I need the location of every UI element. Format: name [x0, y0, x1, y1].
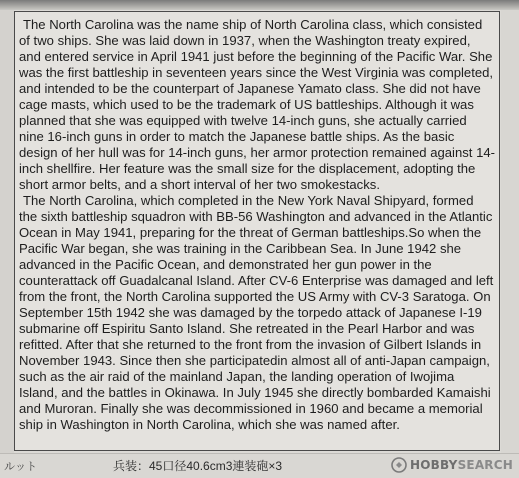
description-box	[14, 11, 500, 451]
watermark-text	[410, 458, 513, 472]
watermark	[391, 457, 513, 473]
armament-spec: 兵装：45口径40.6cm3連装砲×3	[113, 459, 283, 473]
watermark-brand-main: HOBBY	[410, 458, 458, 472]
watermark-brand-accent: SEARCH	[457, 458, 513, 472]
footer-strip	[0, 453, 519, 478]
history-paragraph-1: The North Carolina was the name ship of North Carolina class, which consisted of two ships. She was laid down in 1937, when the Washington treaty expired, and entered service in April 1941 just before the beginning of the Pacific War. She was the first battleship in seventeen years since the West Virginia was completed, and intended to be the counterpart of Japanese Yamato class. She did not have cage masts, which used to be the trademark of US battleships. Although it was planned that she was equipped with twelve 14-inch guns, she actually carried nine 16-inch guns in order to match the Japanese battle ships. As the basic design of her hull was for 14-inch guns, her armor protection remained against 14-inch shellfire. Her feature was the small size for the displacement, adopting the short armor belts, and a short interval of her two smokestacks.	[19, 17, 495, 192]
footer-left-fragment: ルット	[4, 461, 37, 473]
history-paragraph-2: The North Carolina, which completed in the New York Naval Shipyard, formed the sixth battleship squadron with BB-56 Washington and advanced in the Atlantic Ocean in May 1941, preparing for the threat of German battleships.So when the Pacific War began, she was training in the Caribbean Sea. In June 1942 she advanced in the Pacific Ocean, and demonstrated her gun power in the counterattack off Guadalcanal Island. After CV-6 Enterprise was damaged and left from the front, the North Carolina supported the US Army with CV-3 Saratoga. On September 15th 1942 she was damaged by the torpedo attack of Japanese I-19 submarine off Espiritu Santo Island. She retreated in the Pearl Harbor and was refitted. After that she returned to the front from the invasion of Gilbert Islands in November 1943. Since then she participatedin almost all of anti-Japan campaign, such as the air raid of the mainland Japan, the landing operation of Iwojima Island, and the battles in Okinawa. In July 1945 she directly bombarded Kamaishi and Muroran. Finally she was decommissioned in 1960 and became a memorial ship in Washington in North Carolina, which she was named after.	[19, 193, 494, 432]
photo-top-strip	[0, 0, 519, 10]
right-margin-edge	[501, 10, 519, 453]
left-margin-edge	[0, 10, 14, 453]
hobbysearch-logo-icon	[391, 457, 407, 473]
